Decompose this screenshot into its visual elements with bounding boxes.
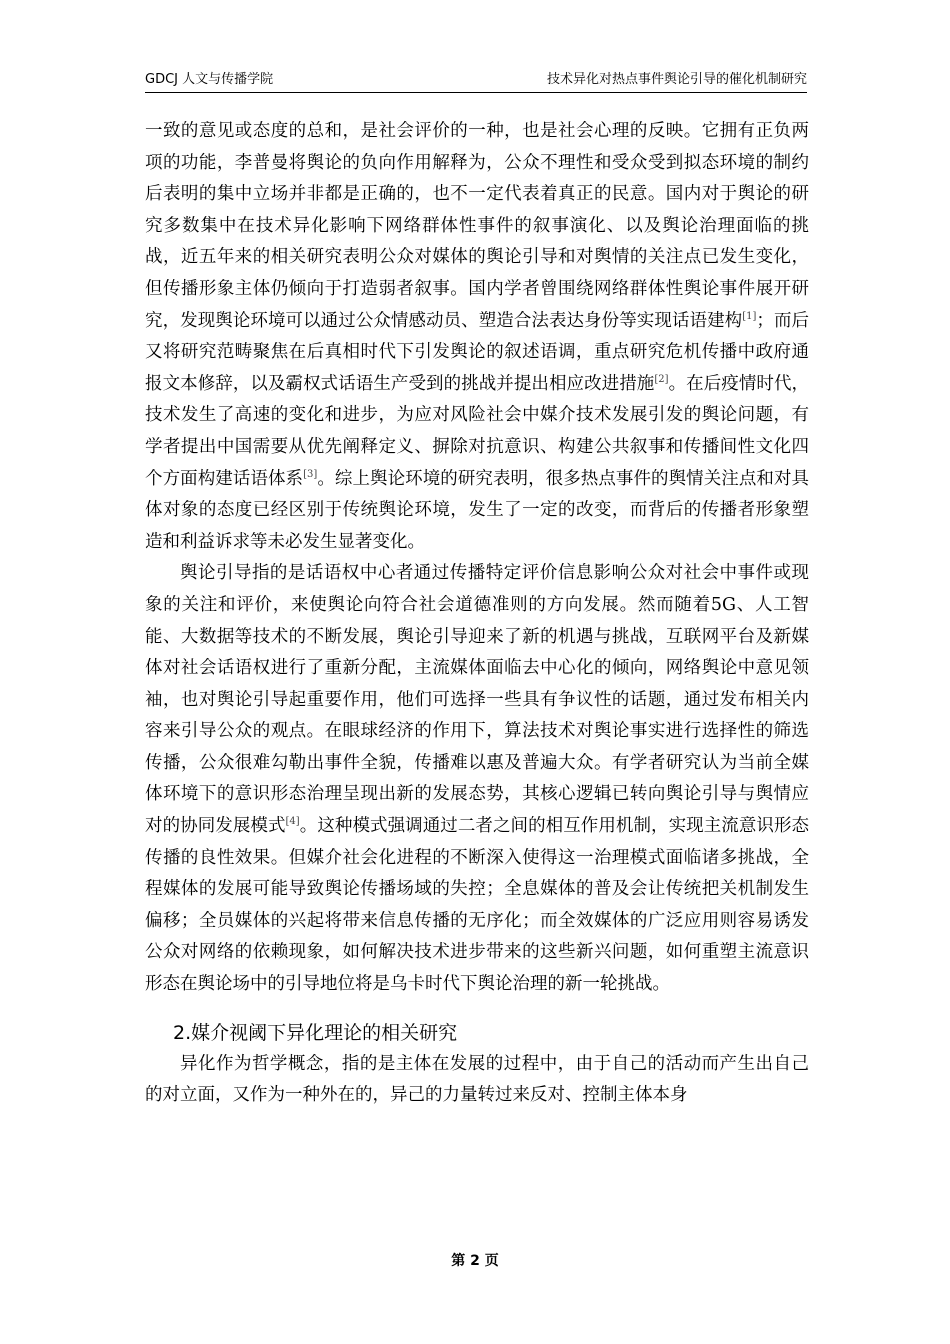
- document-body: [145, 116, 809, 1112]
- paragraph-3: 异化作为哲学概念，指的是主体在发展的过程中，由于自己的活动而产生出自己的对立面，又作为一种外在的，异己的力量转过来反对、控制主体本身: [145, 1053, 809, 1106]
- paragraph-2-text-b: 。这种模式强调通过二者之间的相互作用机制，实现主流意识形态传播的良性效果。但媒介社会化进程的不断深入使得这一治理模式面临诸多挑战，全程媒体的发展可能导致舆论传播场域的失控；全息媒体的普及会让传统把关机制发生偏移；全员媒体的兴起将带来信息传播的无序化；而全效媒体的广泛应用则容易诱发公众对网络的依赖现象，如何解决技术进步带来的这些新兴问题，如何重塑主流意识形态在舆论场中的引导地位将是乌卡时代下舆论治理的新一轮挑战。: [145, 816, 810, 995]
- paragraph-1-text-d: 。综上舆论环境的研究表明，很多热点事件的舆情关注点和对具体对象的态度已经区别于传统舆论环境，发生了一定的改变，而背后的传播者形象塑造和利益诉求等未必发生显著变化。: [145, 468, 810, 552]
- section-heading: 2.媒介视阈下异化理论的相关研究: [173, 1021, 458, 1044]
- paragraph-1-text-b: ；而后又将研究范畴聚焦在后真相时代下引发舆论的叙述语调，重点研究危机传播中政府通报文本修辞，以及霸权式话语生产受到的挑战并提出相应改进措施: [145, 310, 810, 394]
- paragraph-1-text-c: 。在后疫情时代，技术发生了高速的变化和进步，为应对风险社会中媒介技术发展引发的舆论问题，有学者提出中国需要从优先阐释定义、摒除对抗意识、构建公共叙事和传播间性文化四个方面构建话语体系: [145, 373, 810, 489]
- paragraph-2-text-a: 舆论引导指的是话语权中心者通过传播特定评价信息影响公众对社会中事件或现象的关注和评价，来使舆论向符合社会道德准则的方向发展。然而随着5G、人工智能、大数据等技术的不断发展，舆论引导迎来了新的机遇与挑战，互联网平台及新媒体对社会话语权进行了重新分配，主流媒体面临去中心化的倾向，网络舆论中意见领袖，也对舆论引导起重要作用，他们可选择一些具有争议性的话题，通过发布相关内容来引导公众的观点。在眼球经济的作用下，算法技术对舆论事实进行选择性的筛选传播，公众很难勾勒出事件全貌，传播难以惠及普遍大众。有学者研究认为当前全媒体环境下的意识形态治理呈现出新的发展态势，其核心逻辑已转向舆论引导与舆情应对的协同发展模式: [145, 563, 809, 837]
- header-paper-title: 技术异化对热点事件舆论引导的催化机制研究: [546, 72, 807, 87]
- header-institution: GDCJ 人文与传播学院: [145, 72, 274, 87]
- citation-ref-3: [3]: [303, 468, 318, 480]
- paragraph-1-text-a: 一致的意见或态度的总和，是社会评价的一种，也是社会心理的反映。它拥有正负两项的功能，李普曼将舆论的负向作用解释为，公众不理性和受众受到拟态环境的制约后表明的集中立场并非都是正确的，也不一定代表着真正的民意。国内对于舆论的研究多数集中在技术异化影响下网络群体性事件的叙事演化、以及舆论治理面临的挑战，近五年来的相关研究表明公众对媒体的舆论引导和对舆情的关注点已发生变化，但传播形象主体仍倾向于打造弱者叙事。国内学者曾围绕网络群体性舆论事件展开研究，发现舆论环境可以通过公众情感动员、塑造合法表达身份等实现话语建构: [145, 121, 809, 331]
- running-header: [145, 66, 807, 93]
- citation-ref-1: [1]: [742, 310, 757, 322]
- citation-ref-2: [2]: [654, 373, 669, 385]
- paragraph-1: [145, 116, 809, 558]
- citation-ref-4: [4]: [285, 816, 300, 828]
- paragraph-2: [145, 558, 809, 1000]
- page-number: 第 2 页: [451, 1253, 499, 1269]
